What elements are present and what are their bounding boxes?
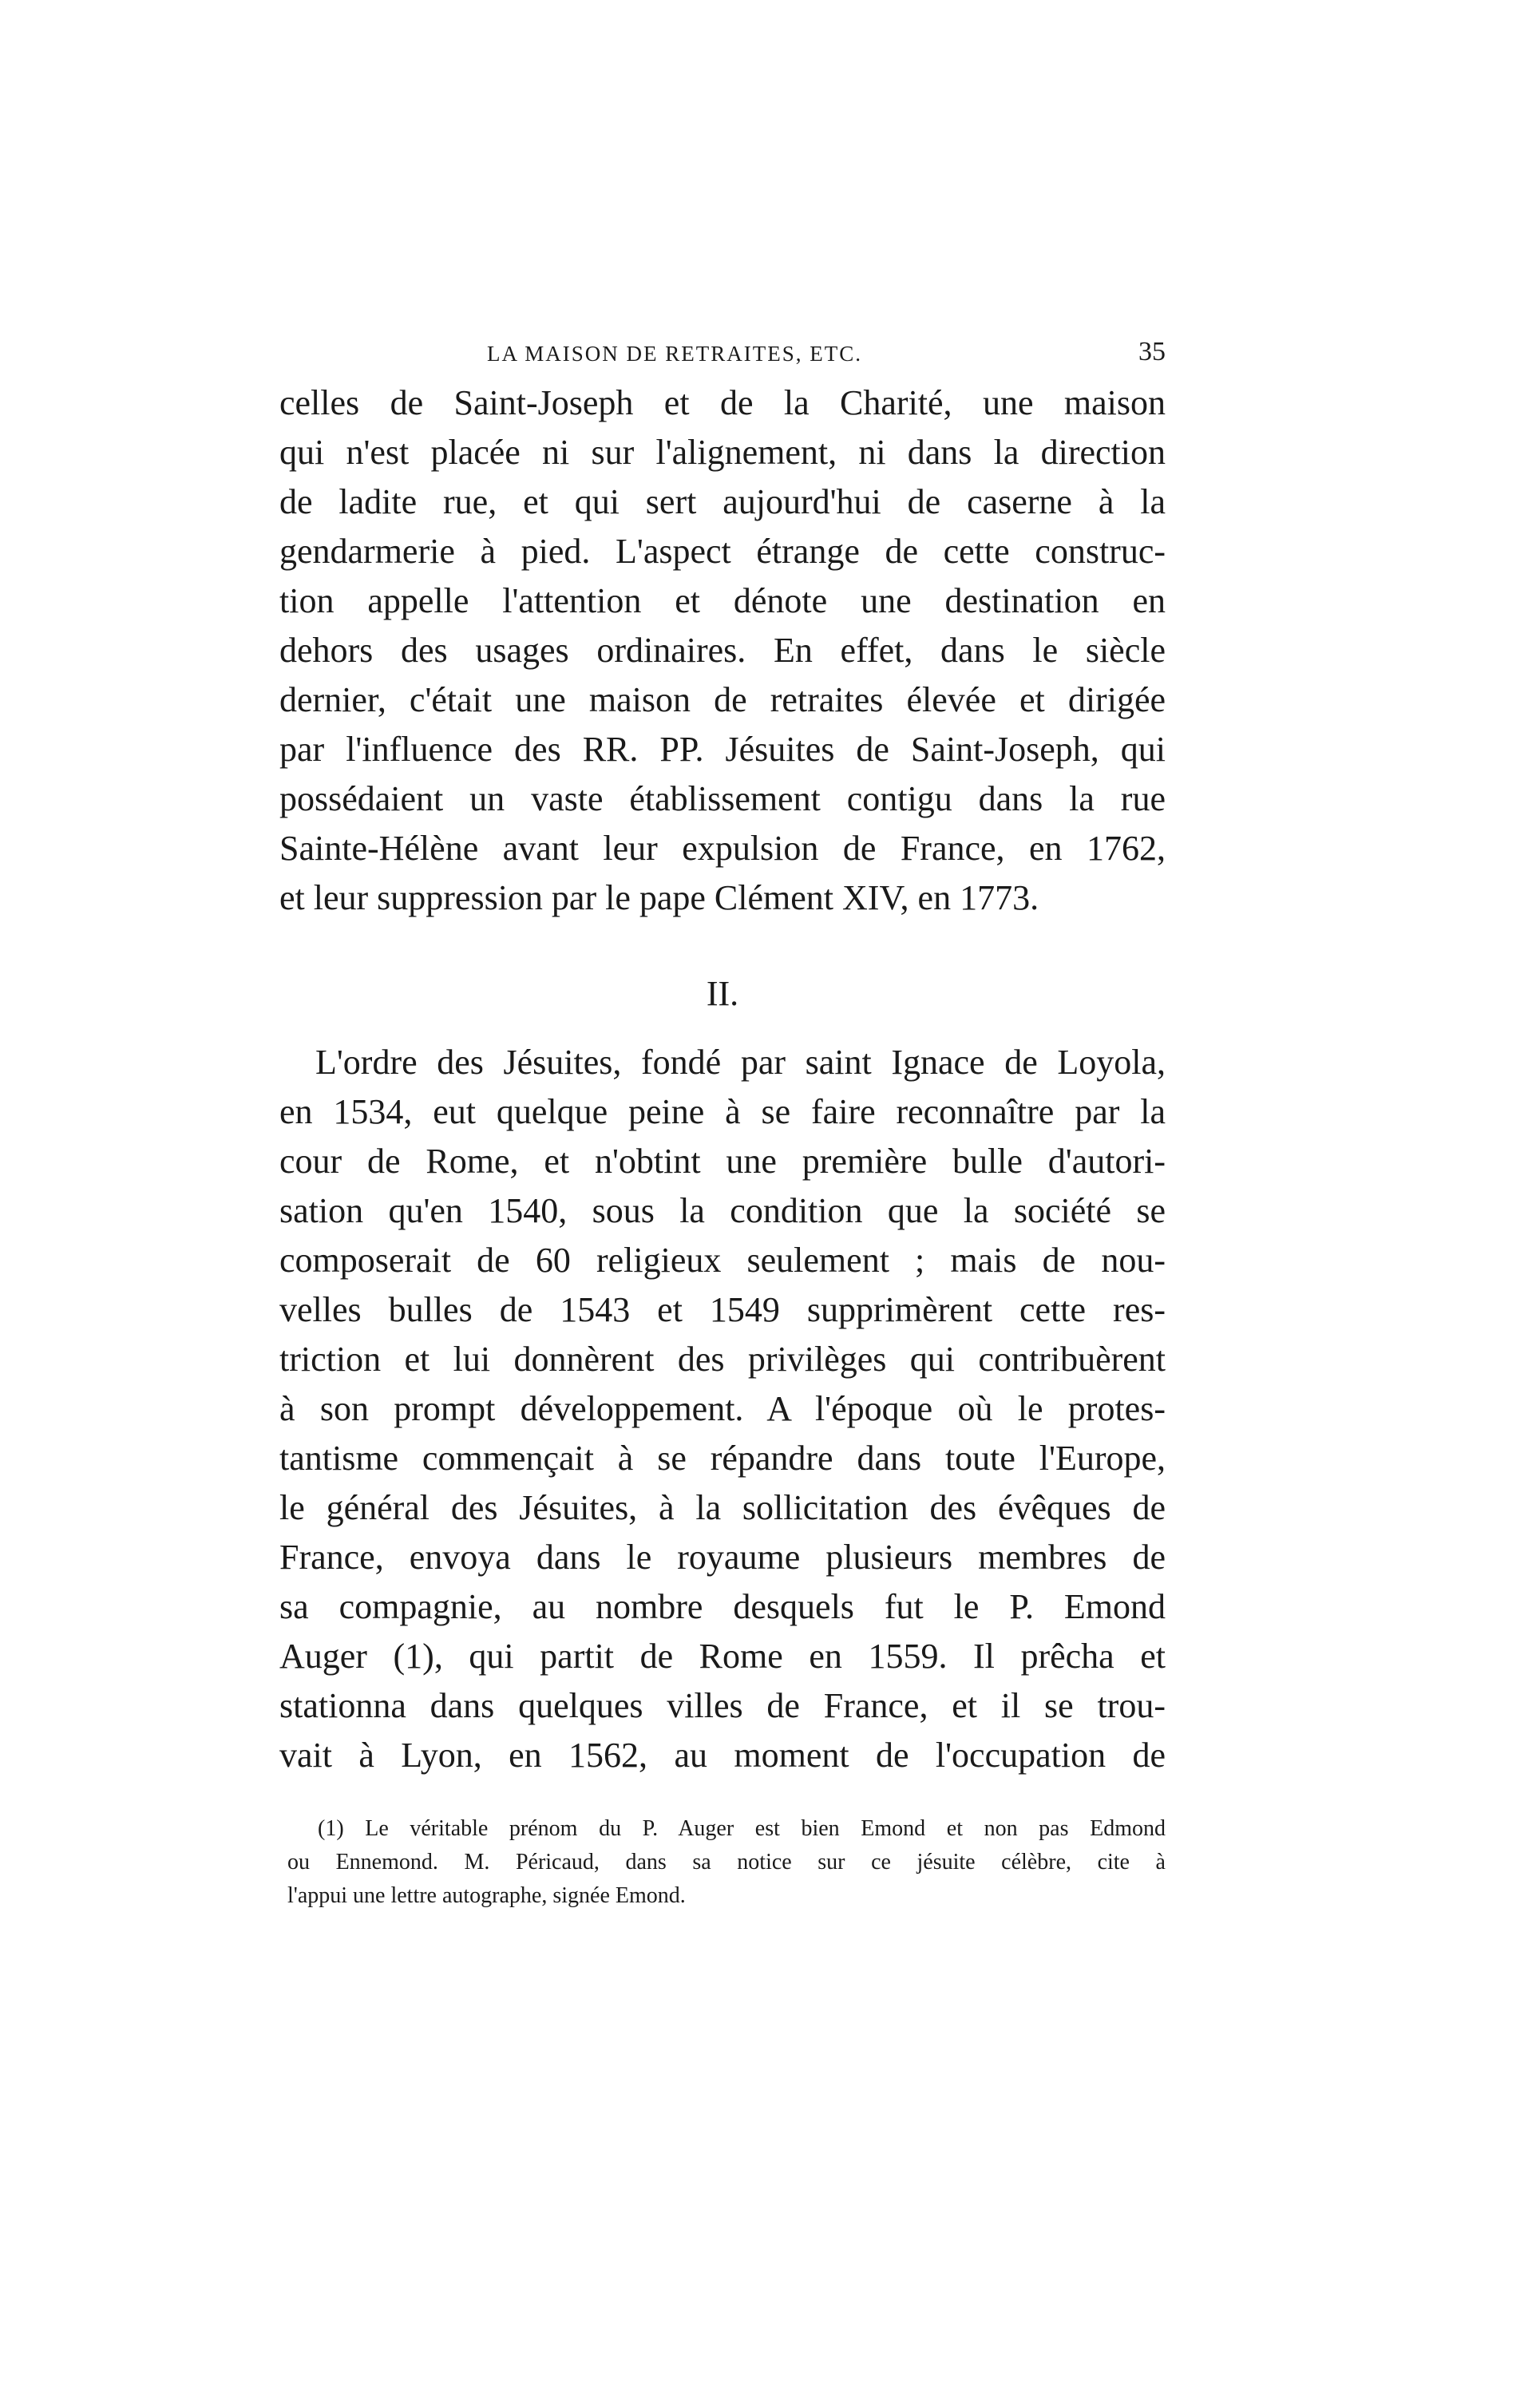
footnote-line: (1) Le véritable prénom du P. Auger est bien Emond et non pas Edmond [318, 1816, 1166, 1841]
text-line: dernier, c'était une maison de retraites élevée et dirigée [279, 680, 1166, 719]
footnote-line: l'appui une lettre autographe, signée Emond. [287, 1883, 686, 1908]
text-line: gendarmerie à pied. L'aspect étrange de cette construc- [279, 532, 1166, 571]
text-line: sa compagnie, au nombre desquels fut le P. Emond [279, 1587, 1166, 1626]
text-line: velles bulles de 1543 et 1549 supprimèrent cette res- [279, 1290, 1166, 1329]
section-title: II. [706, 974, 739, 1013]
text-line: de ladite rue, et qui sert aujourd'hui de caserne à la [279, 482, 1166, 521]
text-line: France, envoya dans le royaume plusieurs membres de [279, 1538, 1166, 1577]
text-line: tantisme commençait à se répandre dans toute l'Europe, [279, 1439, 1166, 1478]
text-line: stationna dans quelques villes de France, et il se trou- [279, 1686, 1166, 1725]
footnote-line: ou Ennemond. M. Péricaud, dans sa notice sur ce jésuite célèbre, cite à [287, 1850, 1166, 1874]
text-line: L'ordre des Jésuites, fondé par saint Ignace de Loyola, [315, 1043, 1166, 1082]
text-line: composerait de 60 religieux seulement ; mais de nou- [279, 1241, 1166, 1280]
text-line: cour de Rome, et n'obtint une première bulle d'autori- [279, 1142, 1166, 1181]
text-line: qui n'est placée ni sur l'alignement, ni dans la direction [279, 433, 1166, 472]
text-line: en 1534, eut quelque peine à se faire reconnaître par la [279, 1092, 1166, 1131]
page-header [279, 337, 1166, 377]
running-head: LA MAISON DE RETRAITES, ETC. [487, 342, 862, 366]
text-line: celles de Saint-Joseph et de la Charité, une maison [279, 383, 1166, 422]
text-line: Auger (1), qui partit de Rome en 1559. Il prêcha et [279, 1637, 1166, 1676]
text-line: triction et lui donnèrent des privilèges qui contribuèrent [279, 1340, 1166, 1379]
text-line: Sainte-Hélène avant leur expulsion de France, en 1762, [279, 829, 1166, 868]
page-number: 35 [1138, 337, 1166, 366]
text-line: sation qu'en 1540, sous la condition que la société se [279, 1191, 1166, 1230]
text-line: vait à Lyon, en 1562, au moment de l'occupation de [279, 1736, 1166, 1775]
text-line: tion appelle l'attention et dénote une destination en [279, 581, 1166, 620]
text-line: par l'influence des RR. PP. Jésuites de Saint-Joseph, qui [279, 730, 1166, 769]
text-line: le général des Jésuites, à la sollicitation des évêques de [279, 1488, 1166, 1527]
text-line: possédaient un vaste établissement contigu dans la rue [279, 779, 1166, 818]
text-line: dehors des usages ordinaires. En effet, dans le siècle [279, 631, 1166, 670]
text-line: à son prompt développement. A l'époque où le protes- [279, 1389, 1166, 1428]
text-line: et leur suppression par le pape Clément XIV, en 1773. [279, 878, 1039, 917]
